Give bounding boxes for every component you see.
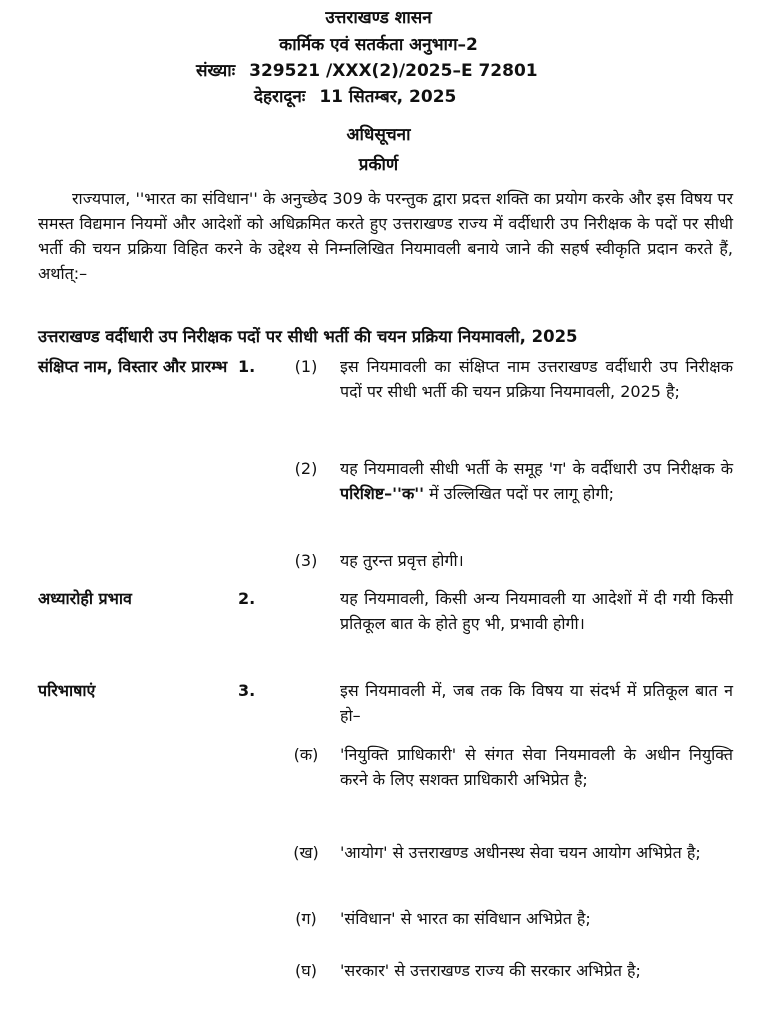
rule-2-heading: अध्यारोही प्रभाव xyxy=(38,589,132,608)
rule-1-clause-2-mark: (2) xyxy=(294,459,318,478)
rule-3-number: 3. xyxy=(238,681,256,700)
rule-1-clause-3-text: यह तुरन्त प्रवृत्त होगी। xyxy=(340,551,464,570)
place-label: देहरादूनः xyxy=(254,87,306,107)
rule-3-heading: परिभाषाएं xyxy=(38,681,96,700)
rule-3-clause-gha-mark: (घ) xyxy=(295,961,317,980)
rule-1-clause-1-text: इस नियमावली का संक्षिप्त नाम उत्तराखण्ड वर्दीधारी उप निरीक्षक पदों पर सीधी भर्ती की चयन प्रक्रिया नियमावली, 2025 है; xyxy=(340,357,733,401)
government-name: उत्तराखण्ड शासन xyxy=(325,8,432,28)
reference-number: 329521 /XXX(2)/2025–E 72801 xyxy=(249,61,538,81)
rule-1-clause-3-mark: (3) xyxy=(294,551,318,570)
rule-3-clause-ka-text: 'नियुक्ति प्राधिकारी' से संगत सेवा नियमावली के अधीन नियुक्ति करने के लिए सशक्त प्राधिकारी अभिप्रेत है; xyxy=(340,745,733,789)
issue-date: 11 सितम्बर, 2025 xyxy=(319,87,457,107)
date-line xyxy=(254,86,456,108)
category-title: प्रकीर्ण xyxy=(358,155,399,175)
notification-title: अधिसूचना xyxy=(346,125,411,145)
preamble-paragraph: राज्यपाल, ''भारत का संविधान'' के अनुच्छेद 309 के परन्तुक द्वारा प्रदत्त शक्ति का प्रयोग करके और इस विषय पर समस्त विद्यमान नियमों और आदेशों को अधिक्रमित करते हुए उत्तराखण्ड राज्य में वर्दीधारी उप निरीक्षक के पदों पर सीधी भर्ती की चयन प्रक्रिया विहित करने के उद्देश्य से निम्नलिखित नियमावली बनाये जाने की सहर्ष स्वीकृति प्रदान करते हैं, अर्थात्:– xyxy=(38,189,733,283)
reference-line xyxy=(196,60,538,82)
rule-3-clause-gha-text: 'सरकार' से उत्तराखण्ड राज्य की सरकार अभिप्रेत है; xyxy=(340,961,641,980)
rule-1-number: 1. xyxy=(238,357,256,376)
rules-title: उत्तराखण्ड वर्दीधारी उप निरीक्षक पदों पर सीधी भर्ती की चयन प्रक्रिया नियमावली, 2025 xyxy=(38,327,578,346)
rule-1-clause-2-text-after: में उल्लिखित पदों पर लागू होगी; xyxy=(429,484,614,503)
rule-2-number: 2. xyxy=(238,589,256,608)
rule-3-clause-ga-mark: (ग) xyxy=(295,909,317,928)
rule-3-clause-ka-mark: (क) xyxy=(293,745,319,764)
department-name: कार्मिक एवं सतर्कता अनुभाग–2 xyxy=(279,35,478,55)
rule-1-clause-2-text-before: यह नियमावली सीधी भर्ती के समूह 'ग' के वर्दीधारी उप निरीक्षक के xyxy=(340,459,733,478)
rule-1-clause-1-mark: (1) xyxy=(294,357,318,376)
rule-3-clause-kha-mark: (ख) xyxy=(293,843,319,862)
rule-1-clause-2-text xyxy=(340,456,733,506)
rule-1-heading: संक्षिप्त नाम, विस्तार और प्रारम्भ xyxy=(38,357,228,376)
rule-3-clause-kha-text: 'आयोग' से उत्तराखण्ड अधीनस्थ सेवा चयन आयोग अभिप्रेत है; xyxy=(340,843,701,862)
rule-3-intro: इस नियमावली में, जब तक कि विषय या संदर्भ में प्रतिकूल बात न हो– xyxy=(340,681,733,725)
rule-3-clause-ga-text: 'संविधान' से भारत का संविधान अभिप्रेत है; xyxy=(340,909,591,928)
appendix-ka-reference: परिशिष्ट–''क'' xyxy=(340,484,425,503)
rule-2-text: यह नियमावली, किसी अन्य नियमावली या आदेशों में दी गयी किसी प्रतिकूल बात के होते हुए भी, प्रभावी होगी। xyxy=(340,589,733,633)
reference-label: संख्याः xyxy=(196,61,236,81)
